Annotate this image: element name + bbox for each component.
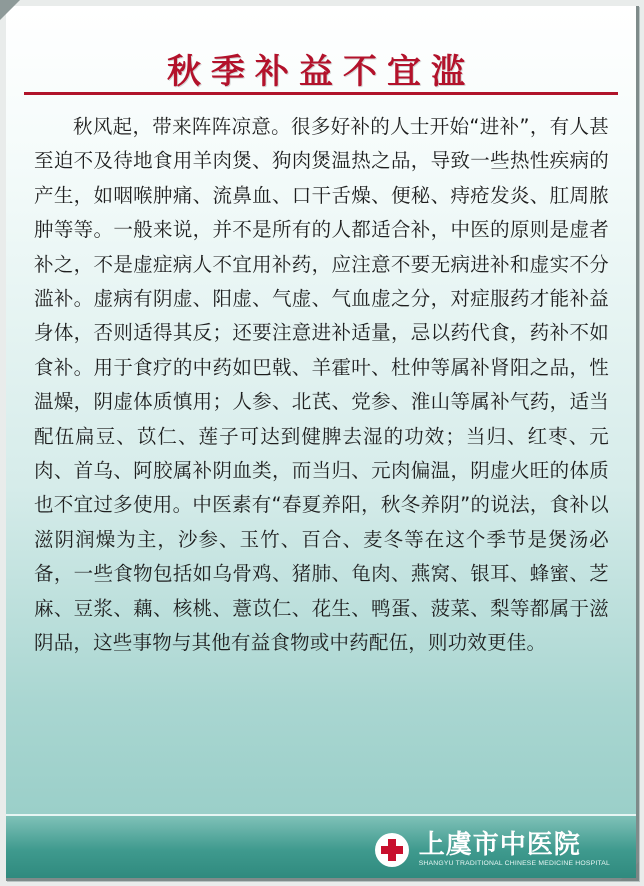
corner-decoration [0,0,22,22]
hospital-name-en: SHANGYU TRADITIONAL CHINESE MEDICINE HOSPITAL [418,860,610,867]
poster-board [6,6,639,881]
hospital-brand [375,831,610,868]
hospital-text [419,831,610,868]
red-cross-icon [375,833,409,867]
footer-band [6,816,636,878]
hospital-name: 上虞市中医院 [418,830,581,860]
poster-body-text: 秋风起，带来阵阵凉意。很多好补的人士开始“进补”，有人甚至迫不及待地食用羊肉煲、狗肉煲温热之品，导致一些热性疾病的产生，如咽喉肿痛、流鼻血、口干舌燥、便秘、痔疮发炎、肛周脓肿等等。一般来说，并不是所有的人都适合补，中医的原则是虚者补之，不是虚症病人不宜用补药，应注意不要无病进补和虚实不分滥补。虚病有阴虚、阳虚、气虚、气血虚之分，对症服药才能补益身体，否则适得其反；还要注意进补适量，忌以药代食，药补不如食补。用于食疗的中药如巴戟、羊霍叶、杜仲等属补肾阳之品，性温燥，阴虚体质慎用；人参、北芪、党参、淮山等属补气药，适当配伍扁豆、苡仁、莲子可达到健脾去湿的功效；当归、红枣、元肉、首乌、阿胶属补阴血类，而当归、元肉偏温，阴虚火旺的体质也不宜过多使用。中医素有“春夏养阳，秋冬养阴”的说法，食补以滋阴润燥为主，沙参、玉竹、百合、麦冬等在这个季节是煲汤必备，一些食物包括如乌骨鸡、猪肺、龟肉、燕窝、银耳、蜂蜜、芝麻、豆浆、藕、核桃、薏苡仁、花生、鸭蛋、菠菜、梨等都属于滋阴品，这些事物与其他有益食物或中药配伍，则功效更佳。 [34,115,609,655]
title-underline [24,92,618,95]
poster-title: 秋季补益不宜滥 [167,52,475,92]
